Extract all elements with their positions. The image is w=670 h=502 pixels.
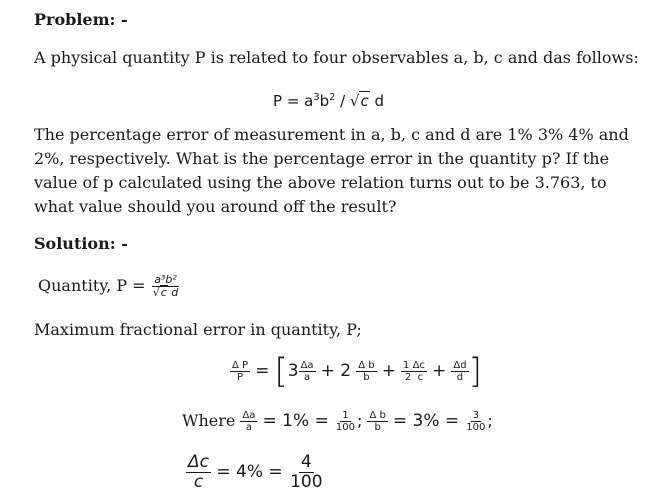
eq2-t1-num: Δa	[242, 410, 256, 421]
eq1-t2-num: Δ b	[358, 360, 375, 371]
formula-exp-a: 3	[313, 92, 320, 103]
eq2-term2	[367, 410, 387, 433]
max-error-text: Maximum fractional error in quantity, P;	[34, 320, 362, 339]
eq3-fraction	[288, 453, 324, 491]
sqrt-icon: √	[152, 286, 160, 299]
quantity-line	[38, 266, 180, 306]
eq1-term3	[401, 360, 427, 383]
quantity-label: Quantity, P =	[38, 276, 146, 295]
eq2-f1-den: 100	[335, 422, 355, 433]
eq1-plus2: +	[381, 361, 396, 381]
quantity-fraction	[151, 274, 181, 299]
eq2-fraction2	[464, 410, 487, 433]
eq1-plus1: + 2	[320, 361, 352, 381]
eq1-open-bracket: [	[274, 351, 288, 392]
eq2-equals2: = 3% =	[392, 411, 460, 431]
eq2-f1-num: 1	[342, 410, 349, 421]
quantity-den-d: d	[171, 286, 179, 299]
eq1-t3-den: 2 c	[404, 372, 424, 383]
eq1-t1-den: a	[304, 372, 311, 383]
eq1-equals: =	[255, 361, 270, 381]
equation-delta-c	[186, 448, 325, 496]
eq1-term1	[299, 360, 316, 383]
eq2-t1-den: a	[245, 422, 252, 433]
eq1-term4	[451, 360, 468, 383]
solution-heading: Solution: -	[34, 234, 128, 253]
eq2-equals1: = 1% =	[262, 411, 329, 431]
eq3-t-num: Δc	[188, 451, 209, 472]
formula-c: c	[360, 92, 369, 110]
eq2-sep1: ;	[356, 411, 363, 430]
eq2-term1	[240, 410, 257, 433]
formula-d: d	[369, 92, 385, 110]
problem-heading: Problem: -	[34, 10, 128, 29]
problem-body: The percentage error of measurement in a, b, c and d are 1% 3% 4% and 2%, respectively. What is the percentage error in the quantity p? If the value of p calculated using the above relation turns out to be 3.763, to what value should you around off the result?	[34, 125, 629, 216]
eq1-coef1: 3	[287, 361, 299, 381]
eq1-t4-den: d	[456, 372, 464, 383]
sqrt-icon: √	[349, 92, 360, 110]
eq1-t1-num: Δa	[300, 360, 314, 371]
eq1-plus3: +	[432, 361, 447, 381]
formula-b: b	[319, 92, 330, 110]
eq3-term	[186, 453, 211, 491]
eq1-t2-den: b	[363, 372, 370, 383]
problem-intro: A physical quantity P is related to four observables a, b, c and das follows:	[34, 48, 639, 67]
quantity-denominator	[151, 287, 181, 299]
eq2-f2-num: 3	[472, 410, 479, 421]
formula-exp-b: 2	[329, 92, 336, 103]
eq2-t2-den: b	[374, 422, 381, 433]
eq2-f2-den: 100	[466, 422, 486, 433]
eq3-t-den: c	[193, 471, 204, 492]
eq2-sep2: ;	[487, 411, 493, 430]
problem-formula	[273, 86, 384, 113]
eq1-lhs-num: Δ P	[232, 360, 249, 371]
eq2-t2-num: Δ b	[369, 410, 386, 421]
quantity-den-c: c	[160, 286, 167, 299]
quantity-numerator: a³b²	[154, 272, 177, 286]
eq3-f-den: 100	[290, 471, 323, 492]
eq1-t3-num: 1 Δc	[403, 360, 425, 371]
formula-slash: /	[335, 92, 350, 110]
eq2-fraction1	[334, 410, 357, 433]
equation-where	[182, 401, 493, 441]
eq1-term2	[356, 360, 376, 383]
eq1-lhs-den: P	[237, 372, 244, 383]
eq1-close-bracket: ]	[468, 351, 482, 392]
eq3-f-num: 4	[300, 451, 312, 472]
equation-error-sum	[230, 351, 482, 391]
formula-lhs: P = a	[273, 92, 314, 110]
eq3-equals: = 4% =	[216, 462, 283, 482]
eq1-lhs-fraction	[230, 360, 250, 383]
eq2-where: Where	[182, 411, 236, 430]
eq1-t4-num: Δd	[453, 360, 467, 371]
